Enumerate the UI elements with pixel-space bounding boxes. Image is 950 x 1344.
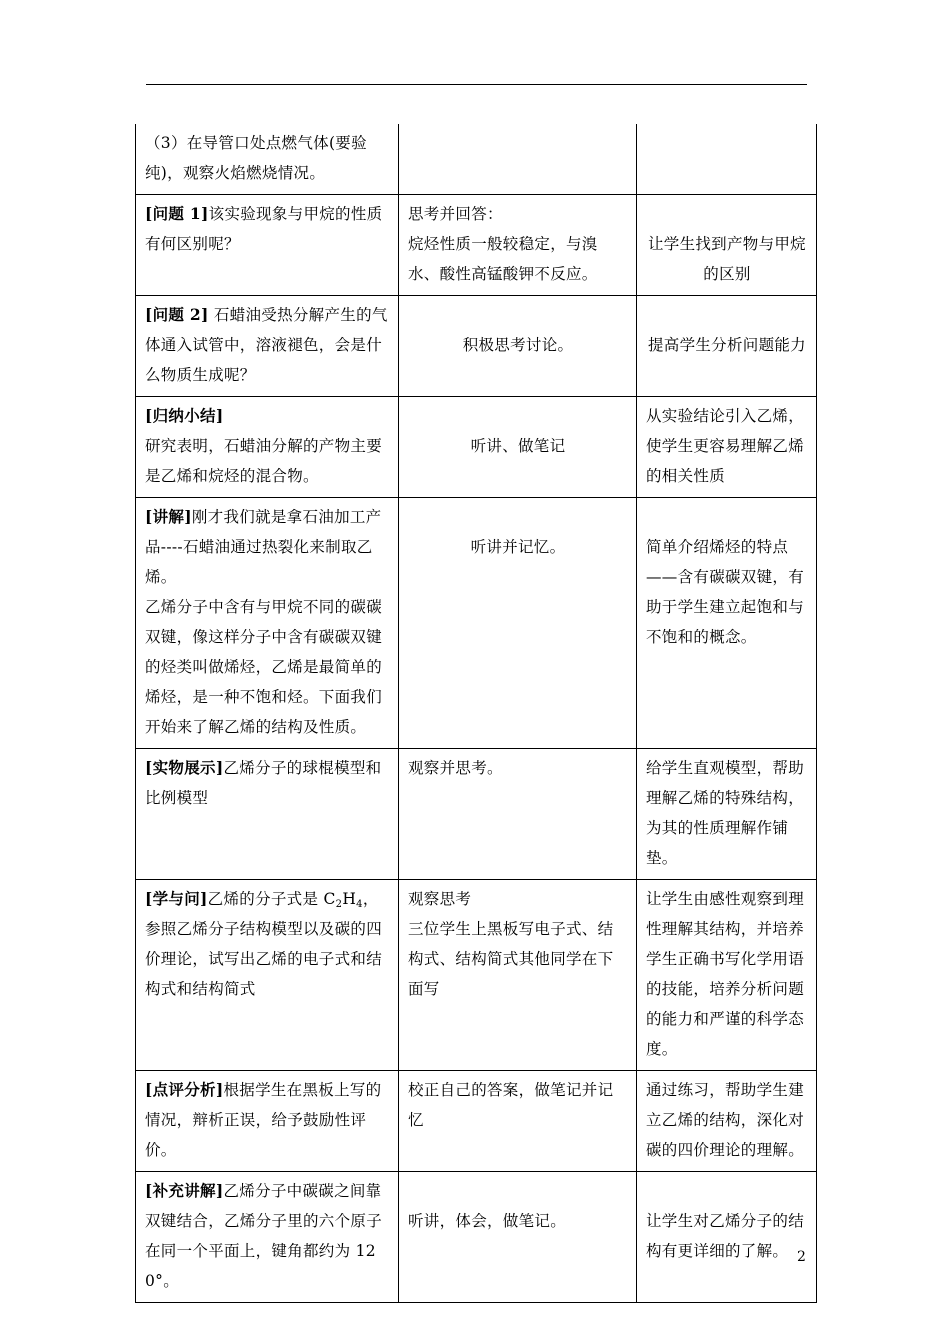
header-rule [146, 84, 807, 85]
design-intent-cell: 简单介绍烯烃的特点——含有碳碳双键，有助于学生建立起饱和与不饱和的概念。 [637, 498, 817, 749]
table-row [136, 498, 817, 749]
table-row [136, 195, 817, 296]
teacher-activity-cell: （3）在导管口处点燃气体(要验纯)，观察火焰燃烧情况。 [136, 124, 399, 195]
activity-tag: [讲解] [145, 507, 192, 526]
teacher-activity-cell: [学与问]乙烯的分子式是 $C_2H_4$，参照乙烯分子结构模型以及碳的四价理论，试写出乙烯的电子式和结构式和结构简式 [136, 880, 399, 1071]
student-activity-cell: 听讲，体会，做笔记。 [399, 1172, 637, 1303]
activity-tag: [问题 2] [145, 305, 209, 324]
teacher-activity-cell: [问题 2] 石蜡油受热分解产生的气体通入试管中，溶液褪色，会是什么物质生成呢？ [136, 296, 399, 397]
table-row [136, 749, 817, 880]
student-activity-cell: 观察并思考。 [399, 749, 637, 880]
table-row [136, 1071, 817, 1172]
page-number: 2 [797, 1249, 806, 1265]
design-intent-cell: 通过练习，帮助学生建立乙烯的结构，深化对碳的四价理论的理解。 [637, 1071, 817, 1172]
student-activity-cell [399, 124, 637, 195]
design-intent-cell: 从实验结论引入乙烯，使学生更容易理解乙烯的相关性质 [637, 397, 817, 498]
activity-tag: [学与问] [145, 889, 208, 908]
student-activity-cell: 听讲、做笔记 [399, 397, 637, 498]
student-activity-cell: 听讲并记忆。 [399, 498, 637, 749]
design-intent-cell: 让学生找到产物与甲烷的区别 [637, 195, 817, 296]
table-row [136, 880, 817, 1071]
teacher-activity-cell: [补充讲解]乙烯分子中碳碳之间靠双键结合，乙烯分子里的六个原子在同一个平面上，键角都约为 120°。 [136, 1172, 399, 1303]
activity-tag: [实物展示] [145, 758, 224, 777]
design-intent-cell [637, 124, 817, 195]
teacher-activity-cell: [点评分析]根据学生在黑板上写的情况，辩析正误，给予鼓励性评价。 [136, 1071, 399, 1172]
table-row [136, 397, 817, 498]
design-intent-cell: 给学生直观模型，帮助理解乙烯的特殊结构，为其的性质理解作铺垫。 [637, 749, 817, 880]
student-activity-cell: 积极思考讨论。 [399, 296, 637, 397]
student-activity-cell: 校正自己的答案，做笔记并记忆 [399, 1071, 637, 1172]
design-intent-cell: 让学生对乙烯分子的结构有更详细的了解。 [637, 1172, 817, 1303]
activity-tag: [点评分析] [145, 1080, 224, 1099]
teacher-activity-cell: [实物展示]乙烯分子的球棍模型和比例模型 [136, 749, 399, 880]
activity-tag: [问题 1] [145, 204, 209, 223]
student-activity-cell: 观察思考 三位学生上黑板写电子式、结构式、结构简式其他同学在下面写 [399, 880, 637, 1071]
activity-tag: [归纳小结] [145, 406, 224, 425]
table-row [136, 124, 817, 195]
lesson-plan-table [135, 124, 817, 1303]
design-intent-cell: 提高学生分析问题能力 [637, 296, 817, 397]
teacher-activity-cell: [归纳小结] 研究表明，石蜡油分解的产物主要是乙烯和烷烃的混合物。 [136, 397, 399, 498]
teacher-activity-cell: [问题 1]该实验现象与甲烷的性质有何区别呢？ [136, 195, 399, 296]
teacher-activity-cell: [讲解]刚才我们就是拿石油加工产品----石蜡油通过热裂化来制取乙烯。 乙烯分子中含有与甲烷不同的碳碳双键，像这样分子中含有碳碳双键的烃类叫做烯烃，乙烯是最简单的烯烃，是一种不饱和烃。下面我们开始来了解乙烯的结构及性质。 [136, 498, 399, 749]
activity-tag: [补充讲解] [145, 1181, 224, 1200]
table-row [136, 296, 817, 397]
table-row [136, 1172, 817, 1303]
design-intent-cell: 让学生由感性观察到理性理解其结构，并培养学生正确书写化学用语的技能，培养分析问题的能力和严谨的科学态度。 [637, 880, 817, 1071]
student-activity-cell: 思考并回答： 烷烃性质一般较稳定，与溴水、酸性高锰酸钾不反应。 [399, 195, 637, 296]
